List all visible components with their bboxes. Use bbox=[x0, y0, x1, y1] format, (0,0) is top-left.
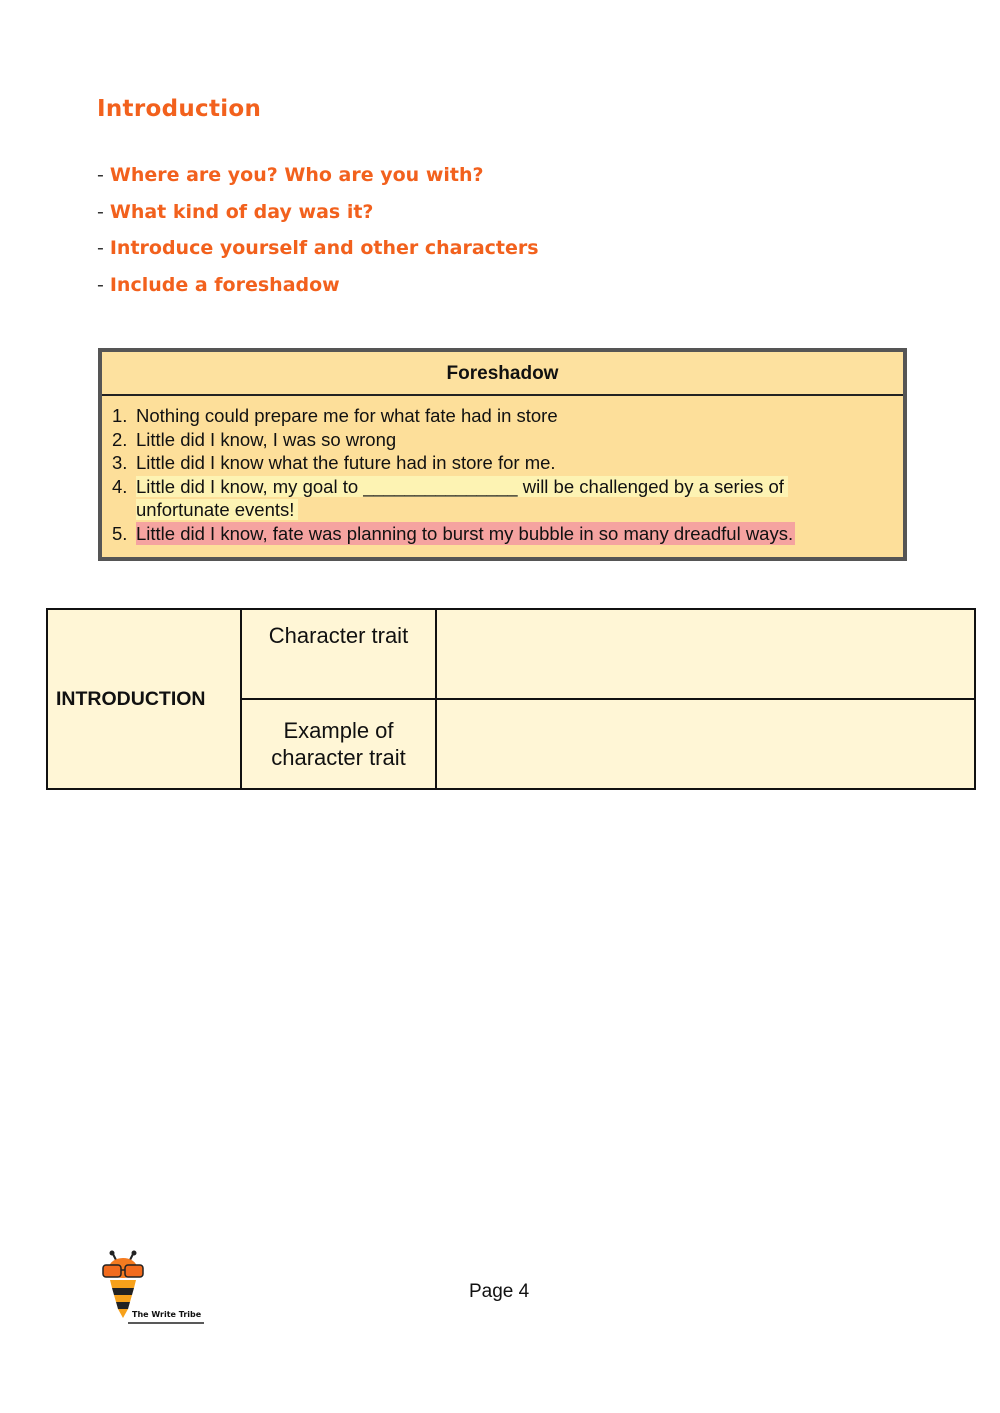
example-trait-input[interactable] bbox=[436, 699, 975, 789]
list-item bbox=[97, 201, 539, 238]
list-item bbox=[97, 274, 539, 311]
foreshadow-item-text bbox=[136, 475, 788, 522]
list-item-text: What kind of day was it? bbox=[109, 200, 374, 223]
logo-text: The Write Tribe bbox=[132, 1310, 202, 1319]
bullet-dash: - bbox=[97, 237, 104, 259]
foreshadow-item-text: Little did I know what the future had in store for me. bbox=[136, 452, 556, 473]
example-trait-label bbox=[241, 699, 436, 789]
list-item-text: Include a foreshadow bbox=[109, 273, 340, 296]
foreshadow-item bbox=[112, 475, 903, 522]
foreshadow-item-number: 5. bbox=[112, 522, 128, 544]
introduction-label: INTRODUCTION bbox=[47, 609, 241, 789]
bullet-dash: - bbox=[97, 200, 104, 223]
foreshadow-item-number: 3. bbox=[112, 452, 128, 473]
list-item-text: Where are you? Who are you with? bbox=[109, 164, 484, 186]
bullet-dash: - bbox=[97, 164, 104, 186]
page-number: Page 4 bbox=[469, 1281, 530, 1302]
foreshadow-item-text: Little did I know, I was so wrong bbox=[136, 428, 397, 450]
foreshadow-item bbox=[112, 451, 903, 475]
foreshadow-item bbox=[112, 522, 903, 546]
foreshadow-box bbox=[98, 348, 907, 561]
foreshadow-item-text: Nothing could prepare me for what fate had in store bbox=[136, 405, 558, 426]
foreshadow-item bbox=[112, 404, 903, 428]
page-title: Introduction bbox=[97, 96, 262, 122]
introduction-table bbox=[46, 608, 976, 790]
foreshadow-item-number: 4. bbox=[112, 475, 128, 497]
foreshadow-item-line: unfortunate events! bbox=[136, 499, 298, 520]
foreshadow-item-text: Little did I know, fate was planning to burst my bubble in so many dreadful ways. bbox=[136, 522, 794, 544]
foreshadow-title: Foreshadow bbox=[102, 352, 903, 396]
character-trait-label: Character trait bbox=[241, 609, 436, 699]
foreshadow-item-number: 1. bbox=[112, 405, 128, 426]
example-trait-label-line: Example of bbox=[283, 718, 394, 743]
list-item bbox=[97, 237, 539, 274]
intro-checklist bbox=[97, 164, 539, 310]
foreshadow-list bbox=[102, 396, 903, 545]
list-item-text: Introduce yourself and other characters bbox=[109, 237, 539, 259]
example-trait-label-line: character trait bbox=[271, 745, 406, 770]
table-row bbox=[47, 609, 975, 699]
write-tribe-logo bbox=[98, 1250, 208, 1328]
foreshadow-item-line: Little did I know, my goal to _______________ will be challenged by a series of bbox=[136, 476, 788, 497]
list-item bbox=[97, 164, 539, 201]
foreshadow-item-number: 2. bbox=[112, 428, 128, 450]
foreshadow-item bbox=[112, 428, 903, 452]
character-trait-input[interactable] bbox=[436, 609, 975, 699]
bullet-dash: - bbox=[97, 273, 104, 296]
